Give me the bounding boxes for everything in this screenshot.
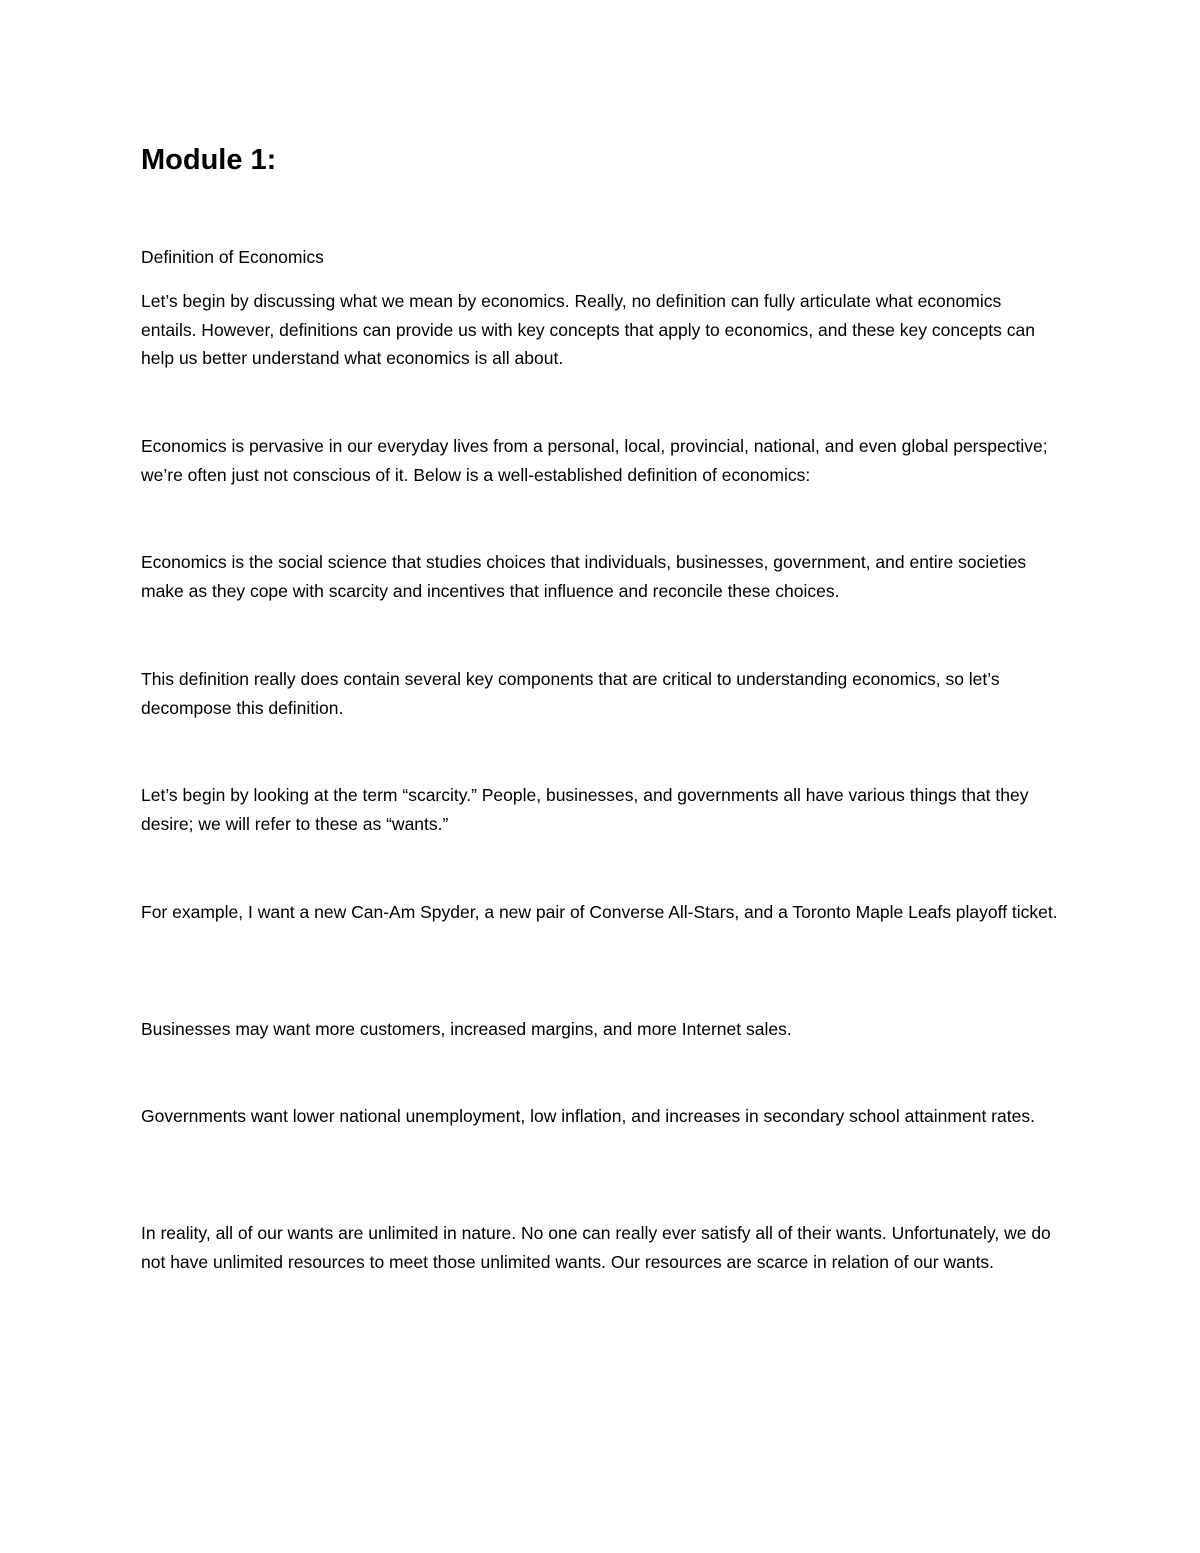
page-title: Module 1: <box>141 144 277 176</box>
paragraph-intro: Let’s begin by discussing what we mean by economics. Really, no definition can fully articulate what economics entails. However, definitions can provide us with key concepts that apply to economics, and these key concepts can help us better understand what economics is all about. <box>141 291 1035 369</box>
paragraph-example-government: Governments want lower national unemployment, low inflation, and increases in secondary school attainment rates. <box>141 1106 1035 1126</box>
paragraph-definition: Economics is the social science that studies choices that individuals, businesses, government, and entire societies make as they cope with scarcity and incentives that influence and reconcile these choices. <box>141 552 1027 601</box>
document-body <box>141 140 1061 1272</box>
paragraph-example-personal: For example, I want a new Can-Am Spyder, a new pair of Converse All-Stars, and a Toronto Maple Leafs playoff ticket. <box>141 902 1058 922</box>
paragraph-example-business: Businesses may want more customers, increased margins, and more Internet sales. <box>141 1019 792 1039</box>
paragraph-scarcity: Let’s begin by looking at the term “scarcity.” People, businesses, and governments all have various things that they desire; we will refer to these as “wants.” <box>141 785 1029 834</box>
paragraph-unlimited-wants: In reality, all of our wants are unlimited in nature. No one can really ever satisfy all of their wants. Unfortunately, we do not have unlimited resources to meet those unlimited wants. Our resources are scarce in relation of our wants. <box>141 1223 1051 1272</box>
paragraph-decompose: This definition really does contain several key components that are critical to understanding economics, so let’s decompose this definition. <box>141 669 1000 718</box>
paragraph-pervasive: Economics is pervasive in our everyday lives from a personal, local, provincial, national, and even global perspective; we’re often just not conscious of it. Below is a well-established definition of economics: <box>141 436 1048 485</box>
section-heading: Definition of Economics <box>141 247 324 267</box>
